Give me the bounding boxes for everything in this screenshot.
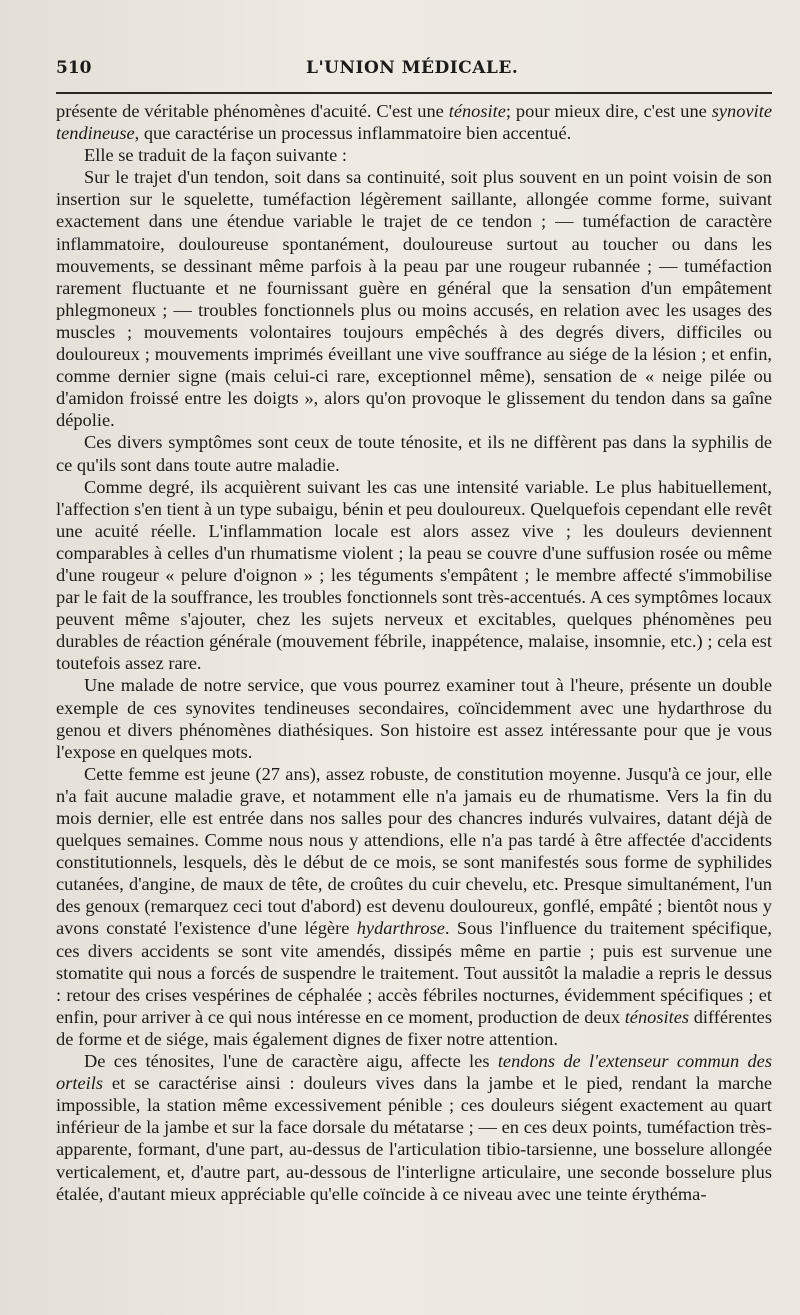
page-header xyxy=(56,58,772,84)
text-run: Cette femme est jeune (27 ans), assez robuste, de constitution moyenne. Jusqu'à ce jour, elle n'a fait aucune maladie grave, et notamment elle n'a jamais eu de rhumatisme. Vers la fin du mois dernier, elle est entrée dans nos salles pour des chancres indurés vulvaires, datant déjà de quelques semaines. Comme nous nous y attendions, elle n'a pas tardé à être affectée d'accidents constitutionnels, lesquels, dès le début de ce mois, se sont manifestés sous forme de syphilides cutanées, d'angine, de maux de tête, de croûtes du cuir chevelu, etc. Presque simultanément, l'un des genoux (remarquez ceci tout d'abord) est devenu douloureux, gonflé, empâté ; bientôt nous y avons constaté l'existence d'une légère xyxy=(56,763,772,939)
text-run: différentes de forme et de siége, mais également dignes de fixer notre attention. xyxy=(56,1006,772,1049)
paragraph xyxy=(56,476,772,675)
text-run: , que caractérise un processus inflammatoire bien accentué. xyxy=(134,123,572,144)
paragraph xyxy=(56,100,772,144)
italic-term: tendons de l'extenseur commun des orteils xyxy=(56,1051,772,1094)
text-run: De ces ténosites, l'une de caractère aigu, affecte les xyxy=(84,1051,498,1072)
text-run: Sur le trajet d'un tendon, soit dans sa continuité, soit plus souvent en un point voisin de son insertion sur le squelette, tuméfaction légèrement saillante, allongée comme forme, suivant exactement dans une étendue variable le trajet de ce tendon ; — tuméfaction de caractère inflammatoire, douloureuse spontanément, douloureuse surtout au toucher ou dans les mouvements, se dessinant même parfois à la peau par une rougeur rubannée ; — tuméfaction rarement fluctuante et ne fournissant guère en général que la sensation d'un empâtement phlegmoneux ; — troubles fonctionnels plus ou moins accusés, en relation avec les usages des muscles ; mouvements volontaires toujours empêchés à des degrés divers, difficiles ou douloureux ; mouvements imprimés éveillant une vive souffrance au siége de la lésion ; et enfin, comme dernier signe (mais celui-ci rare, exceptionnel même), sensation de « neige pilée ou d'amidon froissé entre les doigts », alors qu'on provoque le glissement du tendon dans sa gaîne dépolie. xyxy=(56,167,772,431)
italic-term: ténosite xyxy=(448,101,506,121)
text-run: Ces divers symptômes sont ceux de toute ténosite, et ils ne diffèrent pas dans la syphilis de ce qu'ils sont dans toute autre maladie. xyxy=(56,432,772,475)
paragraph xyxy=(56,763,772,1050)
paragraph xyxy=(56,144,772,166)
italic-term: synovite tendineuse xyxy=(56,101,772,144)
italic-term: hydarthrose xyxy=(356,918,445,939)
paragraph xyxy=(56,166,772,431)
text-run: et se caractérise ainsi : douleurs vives dans la jambe et le pied, rendant la marche impossible, la station même excessivement pénible ; ces douleurs siégent exactement au quart inférieur de la jambe et sur la face dorsale du métatarse ; — en ces deux points, tuméfaction très-apparente, formant, d'une part, au-dessus de l'articulation tibio-tarsienne, une bosselure allongée verticalement, et, d'autre part, au-dessous de l'interligne articulaire, une seconde bosselure plus étalée, d'autant mieux appréciable qu'elle coïncide à ce niveau avec une teinte érythéma- xyxy=(56,1073,772,1204)
text-run: ; pour mieux dire, c'est une xyxy=(505,101,712,121)
body-text xyxy=(56,100,772,1205)
text-run: Une malade de notre service, que vous pourrez examiner tout à l'heure, présente un double exemple de ces synovites tendineuses secondaires, coïncidemment avec une hydarthrose du genou et divers phénomènes diathésiques. Son histoire est assez intéressante pour que je vous l'expose en quelques mots. xyxy=(56,675,772,762)
running-title: L'UNION MÉDICALE. xyxy=(306,58,519,78)
paragraph xyxy=(56,674,772,762)
text-run: Elle se traduit de la façon suivante : xyxy=(84,145,347,166)
text-run: Comme degré, ils acquièrent suivant les cas une intensité variable. Le plus habituellement, l'affection s'en tient à un type subaigu, bénin et peu douloureux. Quelquefois cependant elle revêt une acuité réelle. L'inflammation locale est alors assez vive ; les douleurs deviennent comparables à celles d'un rhumatisme violent ; la peau se couvre d'une suffusion rosée ou même d'une rougeur « pelure d'oignon » ; les téguments s'empâtent ; le membre affecté s'immobilise par le fait de la souffrance, les troubles fonctionnels sont très-accentués. A ces symptômes locaux peuvent même s'ajouter, chez les sujets nerveux et excitables, quelques phénomènes peu durables de réaction générale (mouvement fébrile, inappétence, malaise, insomnie, etc.) ; cela est toutefois assez rare. xyxy=(56,476,772,674)
page-number: 510 xyxy=(56,58,92,78)
text-run: présente de véritable phénomènes d'acuité. C'est une xyxy=(56,101,449,121)
italic-term: ténosites xyxy=(624,1006,690,1027)
paragraph xyxy=(56,431,772,475)
paragraph xyxy=(56,1050,772,1205)
text-run: . Sous l'influence du traitement spécifique, ces divers accidents se sont vite amendés, dissipés même en partie ; puis est survenue une stomatite qui nous a forcés de suspendre le traitement. Tout aussitôt la maladie a repris le dessus : retour des crises vespérines de céphalée ; accès fébriles nocturnes, évidemment spécifiques ; et enfin, pour arriver à ce qui nous intéresse en ce moment, production de deux xyxy=(56,918,772,1027)
header-rule xyxy=(56,92,772,94)
